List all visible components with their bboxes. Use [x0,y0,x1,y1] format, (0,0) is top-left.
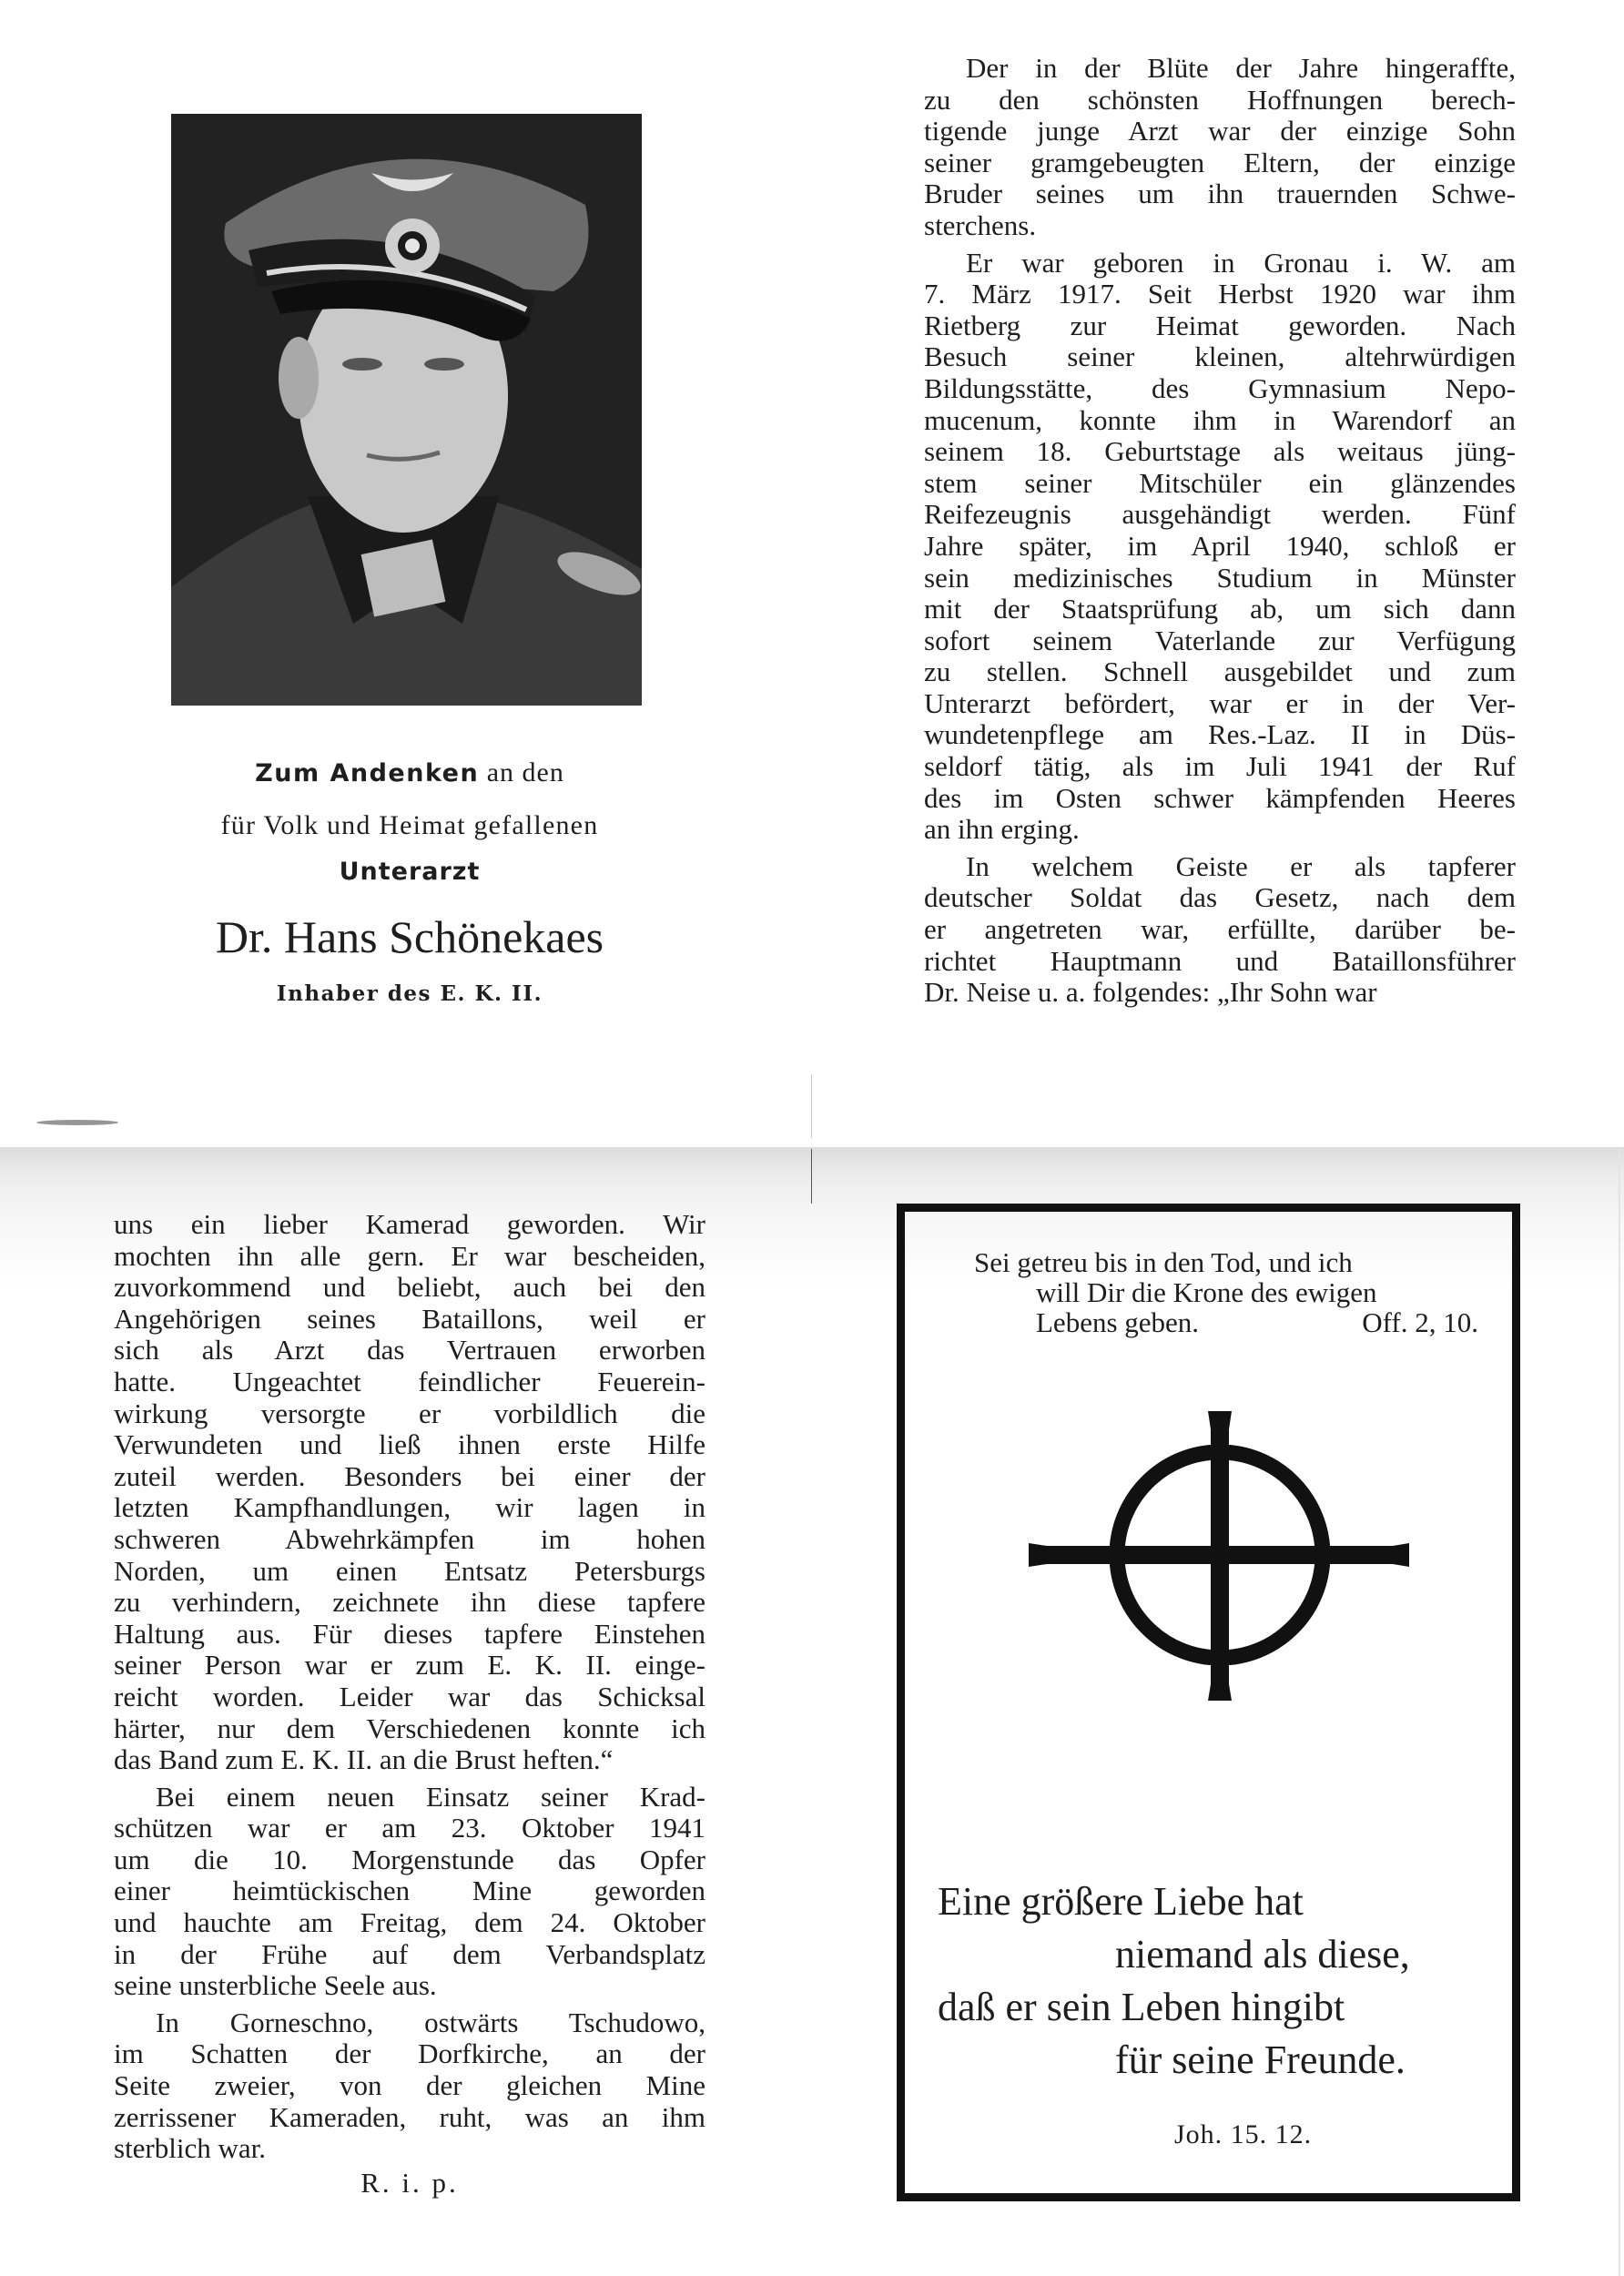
text-line: sterchens. [924,208,1037,241]
text-line: Bruder seines um ihn trauernden Schwe- [924,178,1516,210]
text-line: tigende junge Arzt war der einzige Sohn [924,115,1516,147]
text-line: zu den schönsten Hoffnungen berech- [924,83,1516,116]
text-line: seiner gramgebeugten Eltern, der einzige [924,146,1516,178]
text-line: Verwundeten und ließ ihnen erste Hilfe [114,1428,705,1461]
text-line: seldorf tätig, als im Juli 1941 der Ruf [924,750,1516,783]
text-line: Er war geboren in Gronau i. W. am [966,246,1516,279]
verse-top-line [965,1307,1493,1337]
text-line: zuteil werden. Besonders bei einer der [114,1459,705,1492]
text-line: des im Osten schwer kämpfenden Heeres [924,781,1516,814]
text-line: richtet Hauptmann und Bataillonsführer [924,944,1516,977]
verse-top-reference: Off. 2, 10. [1362,1306,1478,1338]
text-line: stem seiner Mitschüler ein glänzendes [924,466,1516,499]
text-line: in der Frühe auf dem Verbandsplatz [114,1937,705,1970]
paragraph [924,53,1516,242]
text-line: reicht worden. Leider war das Schicksal [114,1680,705,1712]
text-line: Rietberg zur Heimat geworden. Nach [924,309,1516,341]
biography-column-upper-right [924,53,1516,1014]
eye-right [424,358,464,371]
portrait-illustration [171,114,642,706]
text-line: In Gorneschno, ostwärts Tschudowo, [156,2006,705,2038]
verse-bottom-line: für seine Freunde. [1115,2037,1406,2082]
verse-bottom-reference: Joh. 15. 12. [1174,2119,1313,2149]
cross-horizontal-bar [1029,1543,1409,1567]
text-line: letzten Kampfhandlungen, wir lagen in [114,1491,705,1524]
text-line: Bildungsstätte, des Gymnasium Nepo- [924,371,1516,404]
verse-bottom-line: niemand als diese, [1115,1932,1410,1976]
text-line: deutscher Soldat das Gesetz, nach dem [924,881,1516,914]
text-line: mucenum, konnte ihm in Warendorf an [924,403,1516,436]
verse-john [919,1875,1502,2087]
text-line: uns ein lieber Kamerad geworden. Wir [114,1208,705,1240]
text-line: zu verhindern, zeichnete ihn diese tapfere [114,1586,705,1619]
paragraph [114,2007,705,2165]
text-line: Reifezeugnis ausgehändigt werden. Fünf [924,498,1516,531]
verse-bottom-line: Eine größere Liebe hat [938,1879,1304,1924]
rank-label: Unterarzt [339,858,481,886]
rip-closing: R. i. p. [360,2167,459,2199]
verse-top-line-text: Lebens geben. [1036,1306,1200,1338]
text-line: sein medizinisches Studium in Münster [924,561,1516,594]
text-line: hatte. Ungeachtet feindlicher Feuerein- [114,1365,705,1397]
paragraph [114,1782,705,2002]
text-line: im Schatten der Dorfkirche, an der [114,2037,705,2070]
cross-in-circle-icon [1020,1402,1420,1702]
biography-column-lower-left [114,1209,705,2170]
text-line: er angetreten war, erfüllte, darüber be- [924,913,1516,946]
text-line: Bei einem neuen Einsatz seiner Krad- [156,1780,705,1813]
decoration-label: Inhaber des E. K. II. [276,981,543,1006]
text-line: sofort seinem Vaterlande zur Verfügung [924,624,1516,656]
eye-left [342,358,382,371]
ear-shape [279,337,319,419]
text-line: Seite zweier, von der gleichen Mine [114,2069,705,2102]
paper-smudge [36,1120,118,1125]
paragraph [924,248,1516,846]
text-line: Norden, um einen Entsatz Petersburgs [114,1554,705,1587]
memorial-heading-rest: an den [486,757,564,787]
text-line: zuvorkommend und beliebt, auch bei den [114,1271,705,1304]
text-line: Der in der Blüte der Jahre hingeraffte, [966,52,1516,84]
portrait-photo [171,114,642,706]
text-line: seine unsterbliche Seele aus. [114,1969,437,2002]
text-line: wirkung versorgte er vorbildlich die [114,1397,705,1429]
text-line: In welchem Geiste er als tapferer [966,849,1516,882]
fold-line-upper [811,1074,812,1138]
paragraph [114,1209,705,1776]
memorial-subheading: für Volk und Heimat gefallenen [220,810,599,840]
deceased-name: Dr. Hans Schönekaes [215,911,604,962]
text-line: um die 10. Morgenstunde das Opfer [114,1843,705,1875]
text-line: 7. März 1917. Seit Herbst 1920 war ihm [924,278,1516,310]
verse-top-line: Sei getreu bis in den Tod, und ich [974,1246,1353,1278]
page-edge [1619,1149,1620,2276]
text-line: seiner Person war er zum E. K. II. einge- [114,1649,705,1682]
text-line: Jahre später, im April 1940, schloß er [924,529,1516,562]
text-line: Angehörigen seines Bataillons, weil er [114,1302,705,1335]
text-line: schützen war er am 23. Oktober 1941 [114,1812,705,1844]
text-line: Haltung aus. Für dieses tapfere Einstehen [114,1617,705,1650]
text-line: und hauchte am Freitag, dem 24. Oktober [114,1906,705,1939]
text-line: wundetenpflege am Res.-Laz. II in Düs- [924,718,1516,751]
text-line: einer heimtückischen Mine geworden [114,1875,705,1907]
text-line: Unterarzt befördert, war er in der Ver- [924,686,1516,719]
text-line: Besuch seiner kleinen, altehrwürdigen [924,340,1516,373]
text-line: sterblich war. [114,2132,267,2165]
text-line: mit der Staatsprüfung ab, um sich dann [924,593,1516,625]
text-line: mochten ihn alle gern. Er war bescheiden, [114,1239,705,1272]
memorial-heading-bold: Zum Andenken [255,759,480,787]
verse-top-line: will Dir die Krone des ewigen [1036,1276,1377,1308]
paragraph [924,851,1516,1009]
text-line: zerrissener Kameraden, ruht, was an ihm [114,2100,705,2133]
fold-line-lower [811,1149,812,1204]
text-line: an ihn erging. [924,813,1080,846]
text-line: härter, nur dem Verschiedenen konnte ich [114,1712,705,1744]
text-line: sich als Arzt das Vertrauen erworben [114,1334,705,1367]
memorial-heading [127,757,692,788]
text-line: Dr. Neise u. a. folgendes: „Ihr Sohn war [924,976,1377,1009]
verse-bottom-line: daß er sein Leben hingibt [938,1985,1345,2029]
verse-revelation [965,1247,1493,1337]
text-line: seinem 18. Geburtstage als weitaus jüng- [924,435,1516,468]
text-line: zu stellen. Schnell ausgebildet und zum [924,655,1516,688]
text-line: das Band zum E. K. II. an die Brust heften.“ [114,1743,614,1776]
text-line: schweren Abwehrkämpfen im hohen [114,1522,705,1555]
